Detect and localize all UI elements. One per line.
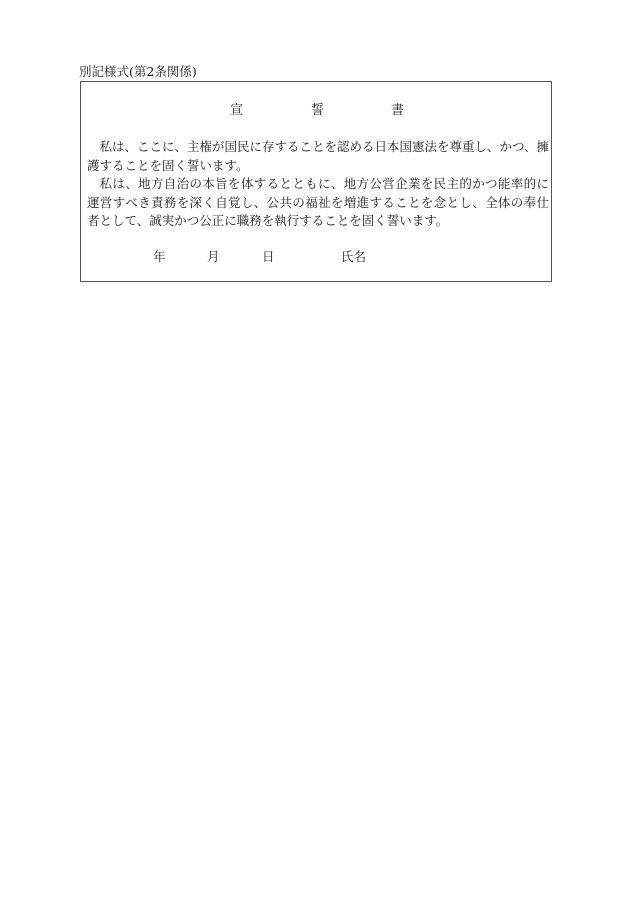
form-style-label: 別記様式(第2条関係) xyxy=(79,64,197,79)
signature-row xyxy=(81,248,551,266)
signature-name-label: 氏名 xyxy=(341,249,367,264)
signature-day-label: 日 xyxy=(262,249,275,264)
oath-title-char-1: 宣 xyxy=(230,103,244,118)
oath-paragraph-duty: 私は、地方自治の本旨を体するとともに、地方公営企業を民主的かつ能率的に運営すべき責務を深く自覚し、公共の福祉を増進することを念とし、全体の奉仕者として、誠実かつ公正に職務を執行することを固く誓います。 xyxy=(87,176,549,228)
oath-document-frame xyxy=(80,81,552,282)
signature-year-label: 年 xyxy=(153,249,166,264)
oath-body xyxy=(87,138,549,231)
signature-month-label: 月 xyxy=(207,249,220,264)
oath-title-char-3: 書 xyxy=(391,103,405,118)
oath-title xyxy=(81,102,551,120)
oath-paragraph-constitution: 私は、ここに、主権が国民に存することを認める日本国憲法を尊重し、かつ、擁護することを固く誓います。 xyxy=(87,139,550,173)
oath-title-char-2: 誓 xyxy=(311,103,325,118)
